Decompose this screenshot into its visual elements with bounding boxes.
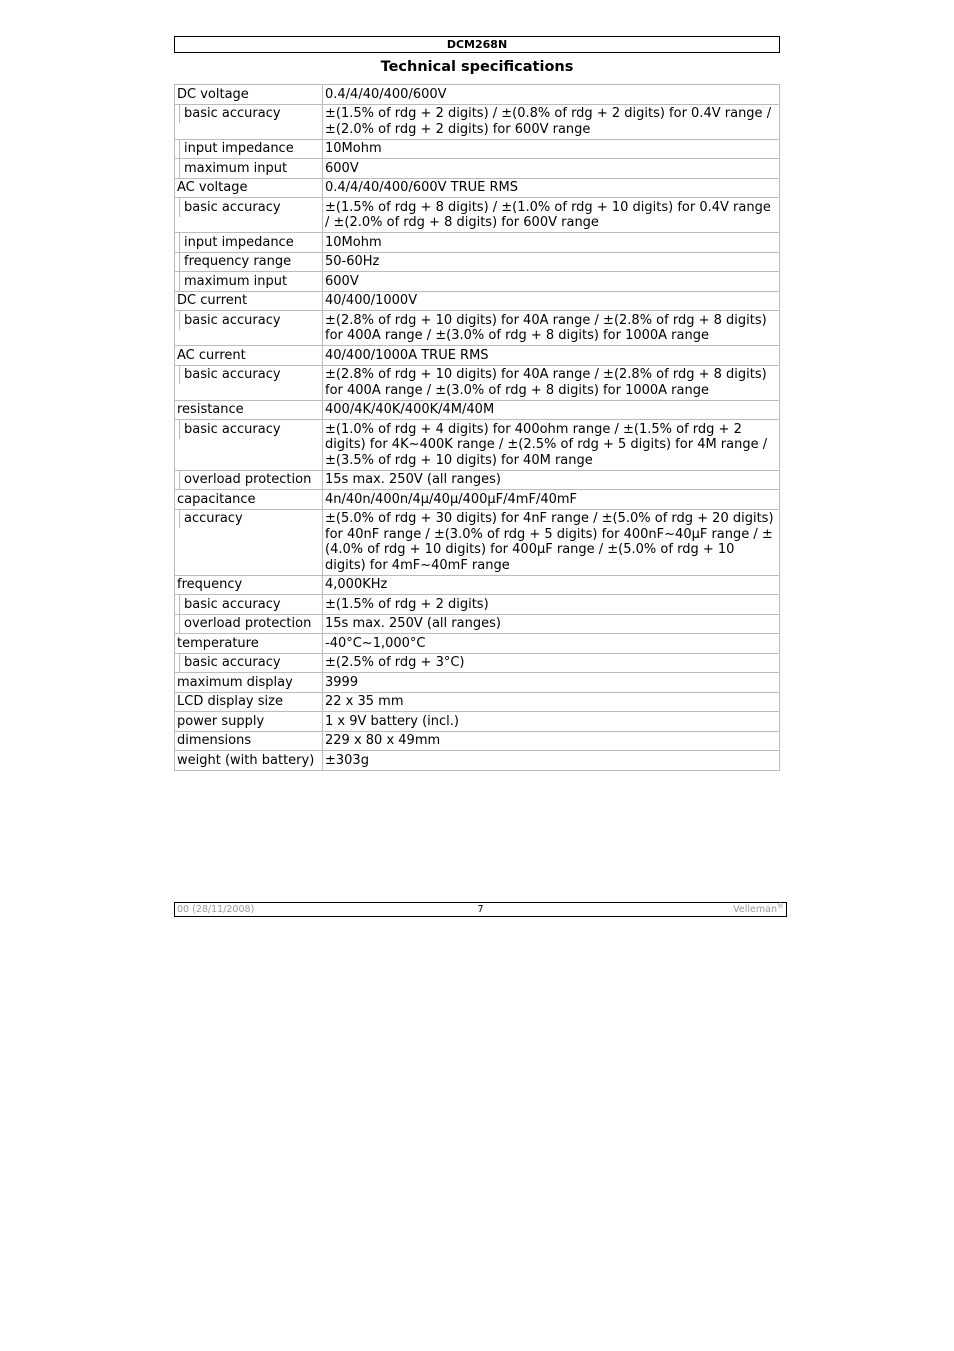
- spec-label: capacitance: [177, 491, 256, 507]
- footer-brand-name: Velleman: [733, 904, 777, 915]
- spec-label: DC voltage: [177, 86, 249, 102]
- spec-value: 50-60Hz: [323, 252, 780, 272]
- spec-value: 40/400/1000A TRUE RMS: [323, 346, 780, 366]
- spec-label-cell: [175, 470, 323, 490]
- spec-label: frequency range: [179, 253, 320, 272]
- spec-label: dimensions: [177, 733, 252, 748]
- spec-label-cell: [175, 233, 323, 253]
- spec-label: AC current: [177, 347, 246, 363]
- spec-label-cell: [175, 634, 323, 654]
- spec-row: [175, 490, 780, 510]
- spec-subrow: [175, 420, 780, 471]
- spec-value: 22 x 35 mm: [323, 692, 780, 712]
- spec-value: 15s max. 250V (all ranges): [323, 614, 780, 634]
- spec-subrow: [175, 159, 780, 179]
- spec-label: accuracy: [179, 510, 320, 529]
- spec-row: [175, 731, 780, 751]
- spec-label-cell: [175, 731, 323, 751]
- spec-value: ±(2.5% of rdg + 3°C): [323, 653, 780, 673]
- spec-label: basic accuracy: [179, 420, 320, 439]
- spec-label-cell: [175, 751, 323, 771]
- spec-subrow: [175, 509, 780, 575]
- spec-value: ±(2.8% of rdg + 10 digits) for 40A range / ±(2.8% of rdg + 8 digits) for 400A range / ±(3.0% of rdg + 8 digits) for 1000A range: [323, 365, 780, 400]
- spec-row: [175, 634, 780, 654]
- spec-value: ±(1.5% of rdg + 2 digits): [323, 595, 780, 615]
- spec-label-cell: [175, 400, 323, 420]
- spec-value: 600V: [323, 272, 780, 292]
- footer-revision: 00 (28/11/2008): [177, 904, 255, 915]
- spec-subrow: [175, 233, 780, 253]
- spec-label-cell: [175, 85, 323, 105]
- spec-label-cell: [175, 139, 323, 159]
- spec-value: 229 x 80 x 49mm: [323, 731, 780, 751]
- spec-value: 1 x 9V battery (incl.): [323, 712, 780, 732]
- footer-brand: [733, 903, 784, 916]
- spec-label: power supply: [177, 713, 265, 729]
- spec-label-cell: [175, 614, 323, 634]
- spec-value: 400/4K/40K/400K/4M/40M: [323, 400, 780, 420]
- spec-row: [175, 692, 780, 712]
- spec-row: [175, 400, 780, 420]
- spec-value: 0.4/4/40/400/600V: [323, 85, 780, 105]
- footer-page-number: 7: [477, 904, 484, 915]
- spec-label: basic accuracy: [179, 654, 320, 673]
- page-footer: [174, 902, 787, 917]
- spec-row: [175, 575, 780, 595]
- spec-label-cell: [175, 490, 323, 510]
- spec-subrow: [175, 365, 780, 400]
- spec-label-cell: [175, 420, 323, 471]
- spec-label-cell: [175, 311, 323, 346]
- specifications-table: [174, 84, 780, 771]
- spec-value: ±(1.0% of rdg + 4 digits) for 400ohm range / ±(1.5% of rdg + 2 digits) for 4K~400K range / ±(2.5% of rdg + 5 digits) for 4M range / ±(3.5% of rdg + 10 digits) for 40M range: [323, 420, 780, 471]
- spec-label: resistance: [177, 402, 244, 417]
- spec-label-cell: [175, 692, 323, 712]
- spec-label-cell: [175, 509, 323, 575]
- spec-value: 4,000KHz: [323, 575, 780, 595]
- spec-label: AC voltage: [177, 180, 248, 195]
- spec-value: 10Mohm: [323, 233, 780, 253]
- spec-label-cell: [175, 159, 323, 179]
- spec-label: overload protection: [179, 615, 320, 634]
- page-title: Technical specifications: [380, 59, 574, 75]
- spec-label: maximum input: [179, 159, 320, 178]
- spec-subrow: [175, 198, 780, 233]
- spec-label: basic accuracy: [179, 311, 320, 330]
- spec-subrow: [175, 614, 780, 634]
- spec-row: [175, 178, 780, 198]
- spec-label-cell: [175, 653, 323, 673]
- spec-value: ±(5.0% of rdg + 30 digits) for 4nF range / ±(5.0% of rdg + 20 digits) for 40nF range / ±(3.0% of rdg + 5 digits) for 400nF~40μF range / ±(4.0% of rdg + 10 digits) for 400μF range / ±(5.0% of rdg + 10 digits) for 4mF~40mF range: [323, 509, 780, 575]
- spec-label: DC current: [177, 293, 248, 308]
- spec-value: ±303g: [323, 751, 780, 771]
- spec-label-cell: [175, 575, 323, 595]
- footer-brand-mark: ®: [777, 901, 784, 910]
- spec-row: [175, 291, 780, 311]
- spec-row: [175, 712, 780, 732]
- spec-subrow: [175, 272, 780, 292]
- spec-label: overload protection: [179, 471, 320, 490]
- spec-subrow: [175, 252, 780, 272]
- spec-label: basic accuracy: [179, 366, 320, 385]
- spec-label-cell: [175, 595, 323, 615]
- spec-label: basic accuracy: [179, 595, 320, 614]
- spec-value: 4n/40n/400n/4μ/40μ/400μF/4mF/40mF: [323, 490, 780, 510]
- spec-subrow: [175, 139, 780, 159]
- spec-label-cell: [175, 198, 323, 233]
- spec-value: 3999: [323, 673, 780, 693]
- spec-value: ±(1.5% of rdg + 8 digits) / ±(1.0% of rdg + 10 digits) for 0.4V range / ±(2.0% of rdg + 8 digits) for 600V range: [323, 198, 780, 233]
- spec-label: input impedance: [179, 233, 320, 252]
- spec-subrow: [175, 104, 780, 139]
- spec-subrow: [175, 311, 780, 346]
- spec-subrow: [175, 595, 780, 615]
- spec-label: maximum input: [179, 272, 320, 291]
- spec-label: basic accuracy: [179, 105, 320, 124]
- spec-value: 600V: [323, 159, 780, 179]
- spec-value: 40/400/1000V: [323, 291, 780, 311]
- spec-subrow: [175, 653, 780, 673]
- spec-label-cell: [175, 673, 323, 693]
- spec-row: [175, 85, 780, 105]
- spec-label-cell: [175, 272, 323, 292]
- specifications-table-body: [175, 85, 780, 771]
- spec-label-cell: [175, 365, 323, 400]
- spec-value: 10Mohm: [323, 139, 780, 159]
- spec-label: maximum display: [177, 674, 293, 690]
- spec-value: ±(1.5% of rdg + 2 digits) / ±(0.8% of rdg + 2 digits) for 0.4V range / ±(2.0% of rdg + 2 digits) for 600V range: [323, 104, 780, 139]
- spec-label-cell: [175, 346, 323, 366]
- spec-label-cell: [175, 104, 323, 139]
- spec-label: LCD display size: [177, 694, 283, 709]
- spec-label: weight (with battery): [177, 752, 315, 768]
- spec-value: -40°C~1,000°C: [323, 634, 780, 654]
- spec-value: ±(2.8% of rdg + 10 digits) for 40A range / ±(2.8% of rdg + 8 digits) for 400A range / ±(3.0% of rdg + 8 digits) for 1000A range: [323, 311, 780, 346]
- spec-row: [175, 346, 780, 366]
- spec-label-cell: [175, 252, 323, 272]
- spec-label-cell: [175, 712, 323, 732]
- spec-row: [175, 673, 780, 693]
- spec-label-cell: [175, 178, 323, 198]
- spec-label-cell: [175, 291, 323, 311]
- spec-label: basic accuracy: [179, 198, 320, 217]
- spec-label: temperature: [177, 635, 259, 651]
- spec-label: input impedance: [179, 140, 320, 159]
- spec-row: [175, 751, 780, 771]
- spec-value: 15s max. 250V (all ranges): [323, 470, 780, 490]
- spec-label: frequency: [177, 577, 243, 592]
- model-header: DCM268N: [174, 36, 780, 53]
- spec-subrow: [175, 470, 780, 490]
- spec-value: 0.4/4/40/400/600V TRUE RMS: [323, 178, 780, 198]
